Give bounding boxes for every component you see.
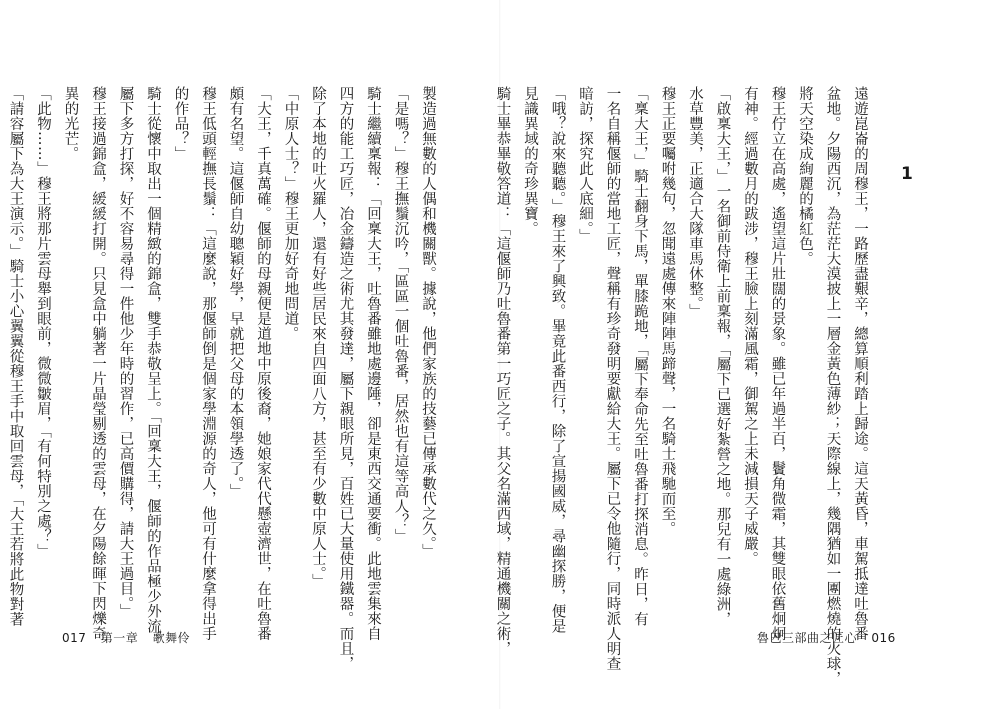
paragraph: 除了本地的吐火羅人，還有好些居民來自四面八方，甚至有少數中原人士。」: [310, 86, 326, 589]
paragraph: 「中原人士？」穆王更加好奇地問道。: [282, 86, 299, 341]
paragraph: 有神。經過數月的跋涉，穆王臉上刻滿風霜，御駕之上未減損天子威嚴。: [742, 86, 758, 566]
paragraph: 一名自稱偃師的當地工匠，聲稱有珍奇發明要獻給大王。屬下已令他隨行，同時派人明查: [604, 86, 621, 671]
paragraph: 屬下多方打探，好不容易尋得一件他少年時的習作，已高價購得，請大王過目。」: [117, 86, 134, 619]
paragraph: 見識異域的奇珍異寶。: [522, 86, 538, 236]
paragraph: 四方的能工巧匠，冶金鑄造之術尤其發達，屬下親眼所見，百姓已大量使用鐵器。而且，: [337, 86, 354, 671]
paragraph: 騎士從懷中取出一個精緻的錦盒，雙手恭敬呈上。「回稟大王，偃師的作品極少外流。: [145, 86, 161, 649]
paragraph: 穆王低頭輕撫長鬚：「這麼說，那偃師倒是個家學淵源的奇人，他可有什麼拿得出手: [200, 86, 216, 641]
paragraph: 將天空染成絢麗的橘紅色。: [797, 86, 813, 266]
paragraph: 遠遊崑崙的周穆王，一路歷盡艱辛，總算順利踏上歸途。這天黃昏，車駕抵達吐魯番: [852, 86, 868, 641]
paragraph: 穆王接過錦盒，緩緩打開。只見盒中躺著一片晶瑩剔透的雲母，在夕陽餘暉下閃爍奇: [90, 86, 106, 641]
paragraph: 騎士畢恭畢敬答道：「這偃師乃吐魯番第一巧匠之子。其父名滿西域，精通機關之術，: [494, 86, 511, 656]
book-title: 魯巴三部曲之匠心: [757, 631, 858, 645]
paragraph: 「是嗎？」穆王撫鬚沉吟，「區區一個吐魯番，居然也有這等高人？」: [392, 86, 409, 544]
paragraph: 「請容屬下為大王演示。」騎士小心翼翼從穆王手中取回雲母，「大王若將此物對著: [7, 86, 24, 627]
paragraph: 暗訪，探究此人底細。」: [577, 86, 593, 244]
paragraph: 「大王，千真萬確。偃師的母親便是道地中原後裔，她娘家代代懸壺濟世，在吐魯番: [255, 86, 271, 641]
paragraph: 製造過無數的人偶和機關獸。據說，他們家族的技藝已傳承數代之久。」: [420, 86, 436, 559]
paragraph: 「此物……」穆王將那片雲母舉到眼前，微微皺眉，「有何特別之處？」: [35, 86, 51, 559]
chapter-title: 歌舞伶: [152, 631, 191, 645]
paragraph: 水草豐美，正適合大隊車馬休整。」: [687, 86, 703, 319]
chapter-number: 1: [901, 164, 913, 184]
paragraph: 穆王正要囑咐幾句，忽聞遠處傳來陣陣馬蹄聲，一名騎士飛馳而至。: [659, 86, 676, 536]
paragraph: 的作品？」: [172, 86, 189, 161]
page-number: 017: [62, 631, 87, 645]
paragraph: 盆地。夕陽西沉，為茫茫大漠披上一層金黃色薄紗；天際線上，幾隅猶如一團燃燒的火球，: [824, 86, 841, 686]
paragraph: 「啟稟大王，」一名御前侍衛上前稟報，「屬下已選好紮營之地。那兒有一處綠洲，: [714, 86, 731, 627]
paragraph: 「稟大王，」騎士翻身下馬，單膝跪地，「屬下奉命先至吐魯番打探消息。昨日，有: [632, 86, 648, 627]
paragraph: 頗有名望。這偃師自幼聰穎好學，早就把父母的本領學透了。」: [227, 86, 244, 499]
paragraph: 「哦？說來聽聽。」穆王來了興致。畢竟此番西行，除了宣揚國威，尋幽探勝，便是: [549, 86, 566, 634]
page-number: 016: [871, 631, 896, 645]
paragraph: 異的光芒。: [62, 86, 79, 161]
paragraph: 騎士繼續稟報：「回稟大王，吐魯番雖地處邊陲，卻是東西交通要衝。此地雲集來自: [365, 86, 381, 641]
left-page-footer: [62, 629, 200, 646]
chapter-label: 第一章: [100, 631, 139, 645]
paragraph: 穆王佇立在高處，遙望這片壯闊的景象。雖已年過半百，鬢角微霜，其雙眼依舊炯炯: [769, 86, 786, 641]
paragraph: [0, 86, 1, 546]
right-page-footer: [757, 629, 906, 646]
